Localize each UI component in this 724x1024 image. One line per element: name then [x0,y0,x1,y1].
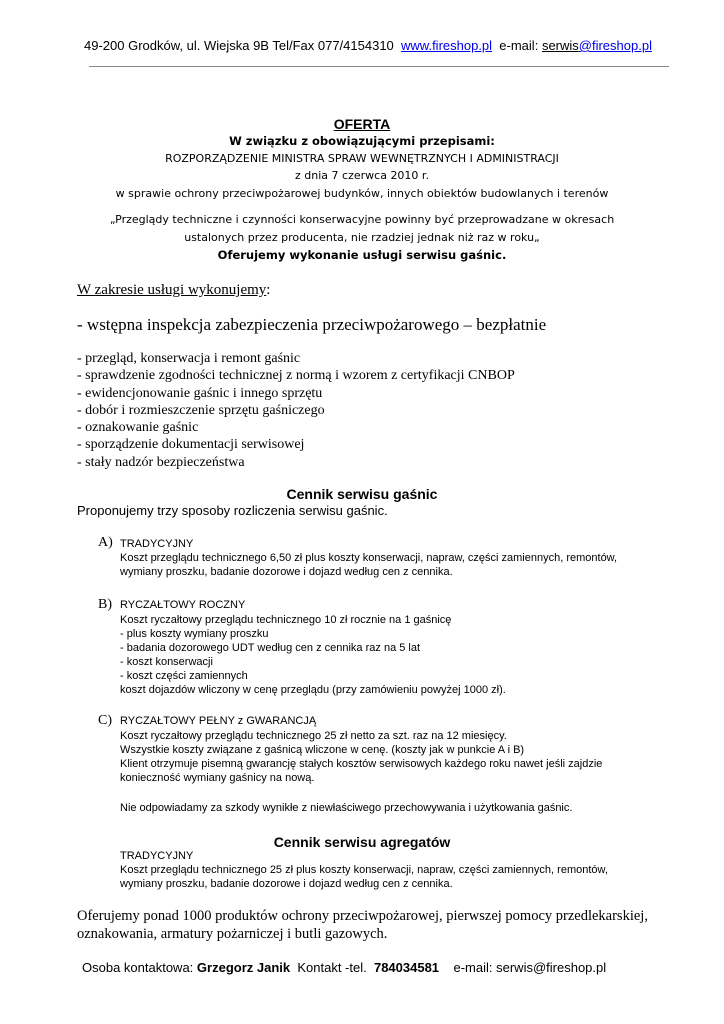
option-b-line-1: Koszt ryczałtowy przeglądu technicznego 10 zł rocznie na 1 gaśnicę [120,614,452,626]
list-item: - dobór i rozmieszczenie sprzętu gaśniczego [77,402,325,418]
option-b-title: RYCZAŁTOWY ROCZNY [120,599,246,611]
offer-title: OFERTA [333,116,391,132]
aggregates-line-2: wymiany proszku, badanie dozorowe i dojazd według cen z cennika. [120,878,453,890]
option-b-line-3: - badania dozorowego UDT według cen z cennika raz na 5 lat [120,642,421,654]
list-item: - przegląd, konserwacja i remont gaśnic [77,351,301,366]
option-c-line-2: Wszystkie koszty związane z gaśnicą wliczone w cenę. (koszty jak w punkcie A i B) [120,744,525,756]
option-b-line-4: - koszt konserwacji [120,656,213,668]
option-c-line-3: Klient otrzymuje pisemną gwarancję stałych kosztów serwisowych każdego roku nawet jeśli zajdzie [120,758,603,770]
closing-line-2: oznakowania, armatury pożarniczej i butli gazowych. [77,926,388,942]
list-item: - sporządzenie dokumentacji serwisowej [77,437,305,453]
option-b-line-6: koszt dojazdów wliczony w cenę przeglądu (przy zamówieniu powyżej 1000 zł). [120,684,506,696]
scope-heading-colon: : [266,282,271,298]
option-b-marker: B) [98,597,112,612]
option-c-line-4: konieczność wymiany gaśnicy na nową. [120,772,315,784]
website-link[interactable]: www.fireshop.pl [401,38,493,53]
quote-line-1: „Przeglądy techniczne i czynności konserwacyjne powinny być przeprowadzane w okresach [109,213,615,226]
offer-line-2: ROZPORZĄDZENIE MINISTRA SPRAW WEWNĘTRZNYCH I ADMINISTRACJI [165,152,559,165]
aggregates-title: TRADYCYJNY [120,850,194,862]
list-item: - stały nadzór bezpieczeństwa [77,454,245,470]
option-a-line-1: Koszt przeglądu technicznego 6,50 zł plus koszty konserwacji, napraw, części zamiennych, remontów, [120,552,618,564]
option-c-line-1: Koszt ryczałtowy przeglądu technicznego 25 zł netto za szt. raz na 12 miesięcy. [120,730,507,742]
option-a-title: TRADYCYJNY [120,538,194,550]
contact-email: e-mail: serwis@fireshop.pl [453,960,607,975]
aggregates-line-1: Koszt przeglądu technicznego 25 zł plus koszty konserwacji, napraw, części zamiennych, remontów, [120,864,608,876]
contact-line [82,960,606,975]
phone-number: 784034581 [373,960,440,975]
email-label: e-mail: [499,38,539,53]
list-item: - ewidencjonowanie gaśnic i innego sprzętu [77,385,323,401]
option-c-details [120,729,602,785]
option-b-line-2: - plus koszty wymiany proszku [120,628,269,640]
header-divider [89,66,669,67]
closing-line-1: Oferujemy ponad 1000 produktów ochrony przeciwpożarowej, pierwszej pomocy przedlekarskiej, [77,908,648,924]
email-user: serwis [541,38,579,53]
contact-label: Osoba kontaktowa: [82,960,194,975]
pricing-intro: Proponujemy trzy sposoby rozliczenia serwisu gaśnic. [77,503,388,518]
option-c-marker: C) [98,713,112,728]
option-a-line-2: wymiany proszku, badanie dozorowe i dojazd według cen z cennika. [120,566,453,578]
email-domain: @fireshop.pl [578,38,652,53]
offer-statement: Oferujemy wykonanie usługi serwisu gaśnic. [217,248,507,262]
pricing-heading: Cennik serwisu gaśnic [286,486,438,502]
offer-line-3: z dnia 7 czerwca 2010 r. [295,169,429,182]
email-link[interactable] [542,38,652,53]
offer-line-1: W związku z obowiązującymi przepisami: [229,134,495,148]
header [84,38,652,53]
offer-line-4: w sprawie ochrony przeciwpożarowej budynków, innych obiektów budowlanych i terenów [115,187,609,200]
scope-list [77,350,515,471]
option-b-details [120,613,506,697]
aggregates-heading: Cennik serwisu agregatów [273,834,451,850]
phone-label: Kontakt -tel. [297,960,367,975]
company-address: 49-200 Grodków, ul. Wiejska 9B Tel/Fax 077/4154310 [84,38,394,53]
scope-heading [77,282,270,299]
option-b-line-5: - koszt części zamiennych [120,670,248,682]
option-c-title: RYCZAŁTOWY PEŁNY z GWARANCJĄ [120,715,317,727]
scope-heading-text: W zakresie usługi wykonujemy [77,282,267,298]
disclaimer: Nie odpowiadamy za szkody wynikłe z niewłaściwego przechowywania i użytkowania gaśnic. [120,802,573,814]
list-item: - sprawdzenie zgodności technicznej z normą i wzorem z certyfikacji CNBOP [77,368,515,384]
inspection-line: - wstępna inspekcja zabezpieczenia przeciwpożarowego – bezpłatnie [77,315,547,334]
option-a-marker: A) [98,535,113,550]
list-item: - oznakowanie gaśnic [77,420,199,436]
quote-line-2: ustalonych przez producenta, nie rzadziej jednak niż raz w roku„ [184,231,540,244]
contact-name: Grzegorz Janik [196,960,291,975]
